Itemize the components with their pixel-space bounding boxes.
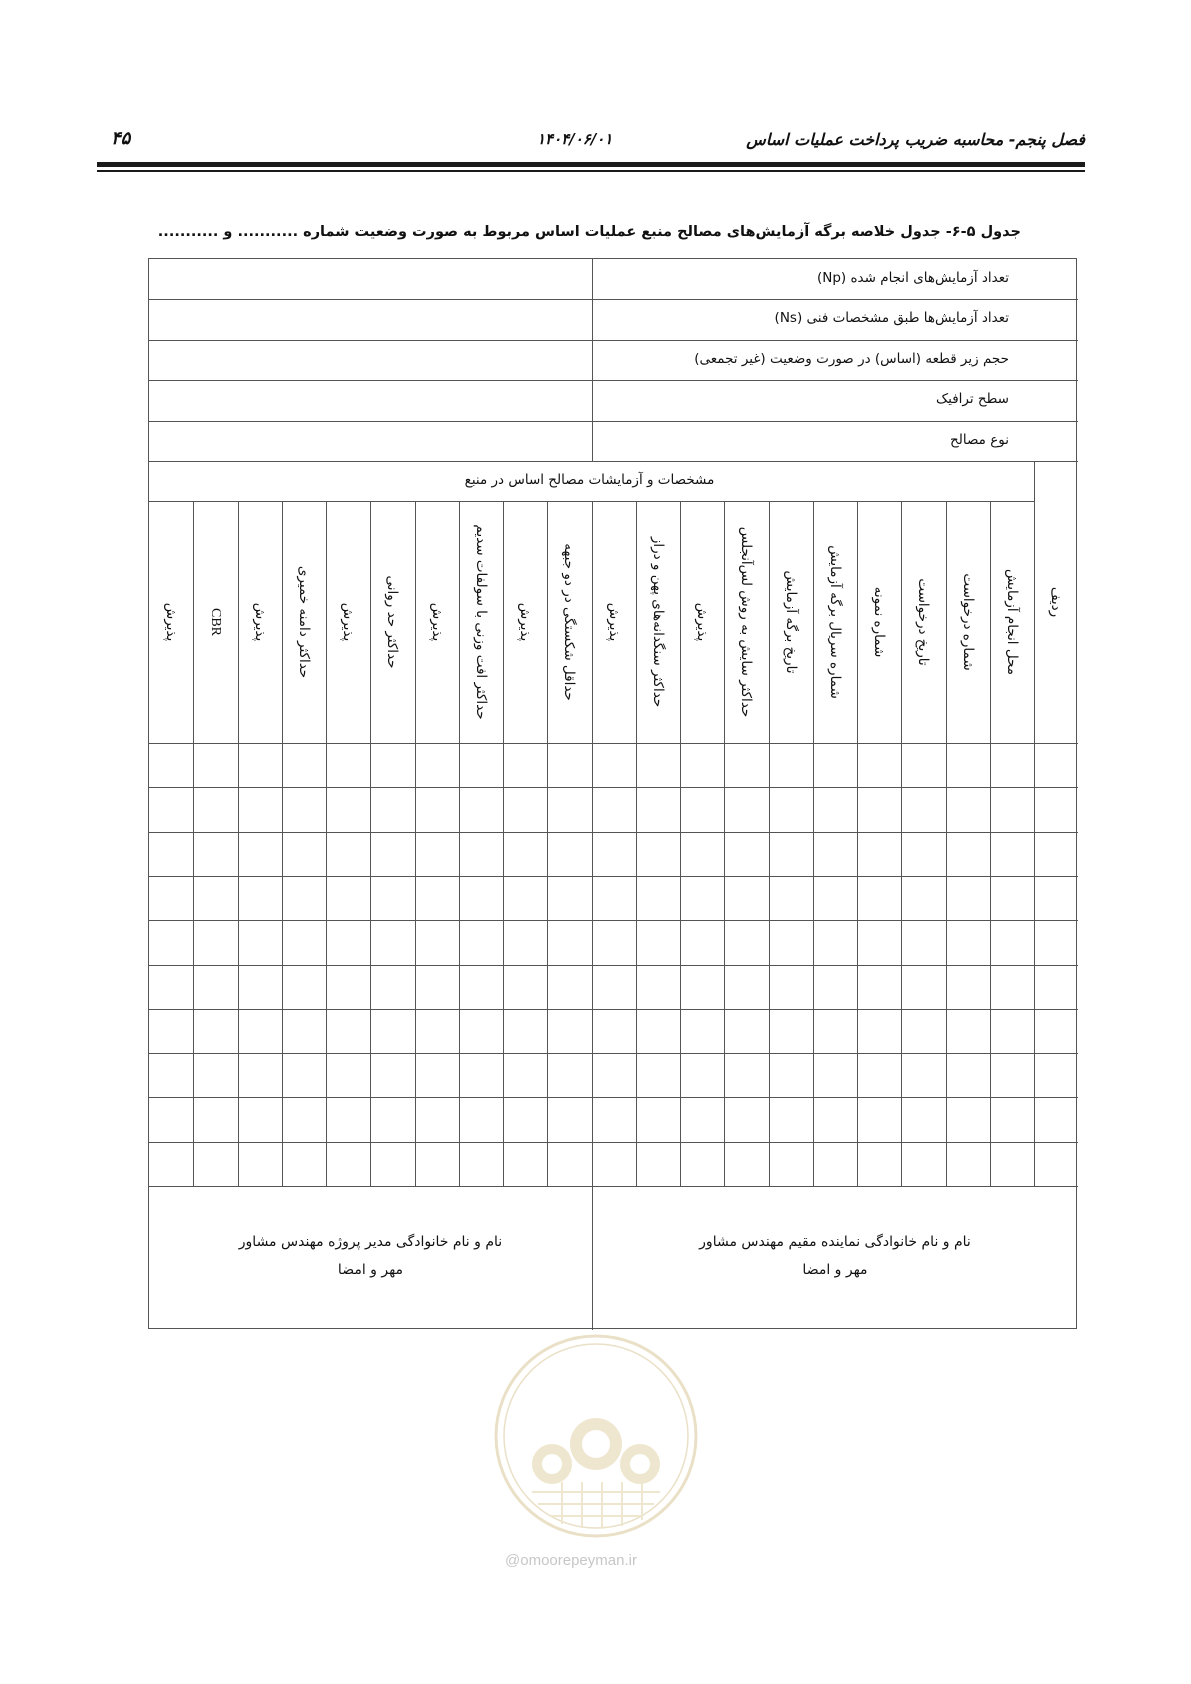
table-row[interactable] (149, 1142, 1078, 1186)
table-row[interactable] (149, 1009, 1078, 1053)
chapter-title: فصل پنجم- محاسبه ضریب پرداخت عملیات اساس (746, 130, 1085, 149)
info-row-label: نوع مصالح (950, 431, 1009, 448)
info-row-value[interactable] (149, 380, 592, 420)
info-row-value[interactable] (149, 421, 592, 461)
header-rule-thin (97, 170, 1085, 172)
table-row[interactable] (149, 965, 1078, 1009)
info-row-value[interactable] (149, 299, 592, 339)
section-title: مشخصات و آزمایشات مصالح اساس در منبع (464, 472, 715, 488)
table-row[interactable] (149, 743, 1078, 787)
info-section-bottom (149, 461, 1078, 462)
page-header (97, 128, 1085, 154)
table-caption: جدول ۵-۶- جدول خلاصه برگه آزمایش‌های مصالح منبع عملیات اساس مربوط به صورت وضعیت شماره ........... و ........... (157, 224, 1021, 240)
signature-project-manager-title: نام و نام خانوادگی مدیر پروژه مهندس مشاور (238, 1234, 503, 1250)
header-rule-thick (97, 162, 1085, 167)
watermark-url: @omoorepeyman.ir (505, 1552, 637, 1569)
table-row[interactable] (149, 787, 1078, 831)
signature-resident-engineer-stamp: مهر و امضا (802, 1262, 868, 1278)
info-row-label: تعداد آزمایش‌های انجام شده (Np) (816, 270, 1009, 286)
table-row[interactable] (149, 832, 1078, 876)
info-row-label: تعداد آزمایش‌ها طبق مشخصات فنی (Ns) (774, 310, 1009, 327)
header-date: ۱۴۰۴/۰۶/۰۱ (537, 130, 613, 148)
watermark-logo (492, 1332, 700, 1540)
table-row-divider (149, 1186, 1078, 1187)
signature-project-manager-stamp: مهر و امضا (337, 1262, 404, 1278)
info-row-label: حجم زیر قطعه (اساس) در صورت وضعیت (غیر تجمعی) (694, 350, 1009, 367)
table-row[interactable] (149, 1053, 1078, 1097)
summary-table: تعداد آزمایش‌های انجام شده (Np) تعداد آزمایش‌ها طبق مشخصات فنی (Ns) حجم زیر قطعه (اساس) در صورت وضعیت (غیر تجمعی) سطح ترافیک نوع مصالح مشخصات و آزمایشات مصالح اساس در منبع ردیف محل انجام آزمایش شماره درخواست تاریخ درخواست شماره نمونه شماره سریال برگه آزمایش تاریخ برگه آزمایش حداکثر سایش به روش لس‌آنجلس پذیرش حداکثر سنگدانه‌های پهن و دراز پذیرش حداقل شکستگی در دو جبهه پذیرش حداکثر افت وزنی با سولفات سدیم پذیرش حداکثر حد روانی پذیرش حداکثر دامنه خمیری پذیرش CBR پذیرش نام و نام خانوادگی نماینده مقیم مهندس مشاور مهر و امضا نام و نام خانوادگی مدیر پروژه مهندس مشاور مهر و امضا (148, 258, 1077, 1329)
info-row-value[interactable] (149, 259, 592, 299)
info-row-label: سطح ترافیک (936, 391, 1009, 408)
info-row-value[interactable] (149, 340, 592, 380)
signature-project-manager (149, 1228, 592, 1284)
page-number: ۴۵ (111, 128, 131, 149)
signature-resident-engineer (592, 1228, 1078, 1284)
table-row[interactable] (149, 920, 1078, 964)
signature-resident-engineer-title: نام و نام خانوادگی نماینده مقیم مهندس مشاور (699, 1234, 971, 1250)
table-row[interactable] (149, 876, 1078, 920)
table-row[interactable] (149, 1097, 1078, 1141)
info-col-divider (592, 259, 593, 461)
